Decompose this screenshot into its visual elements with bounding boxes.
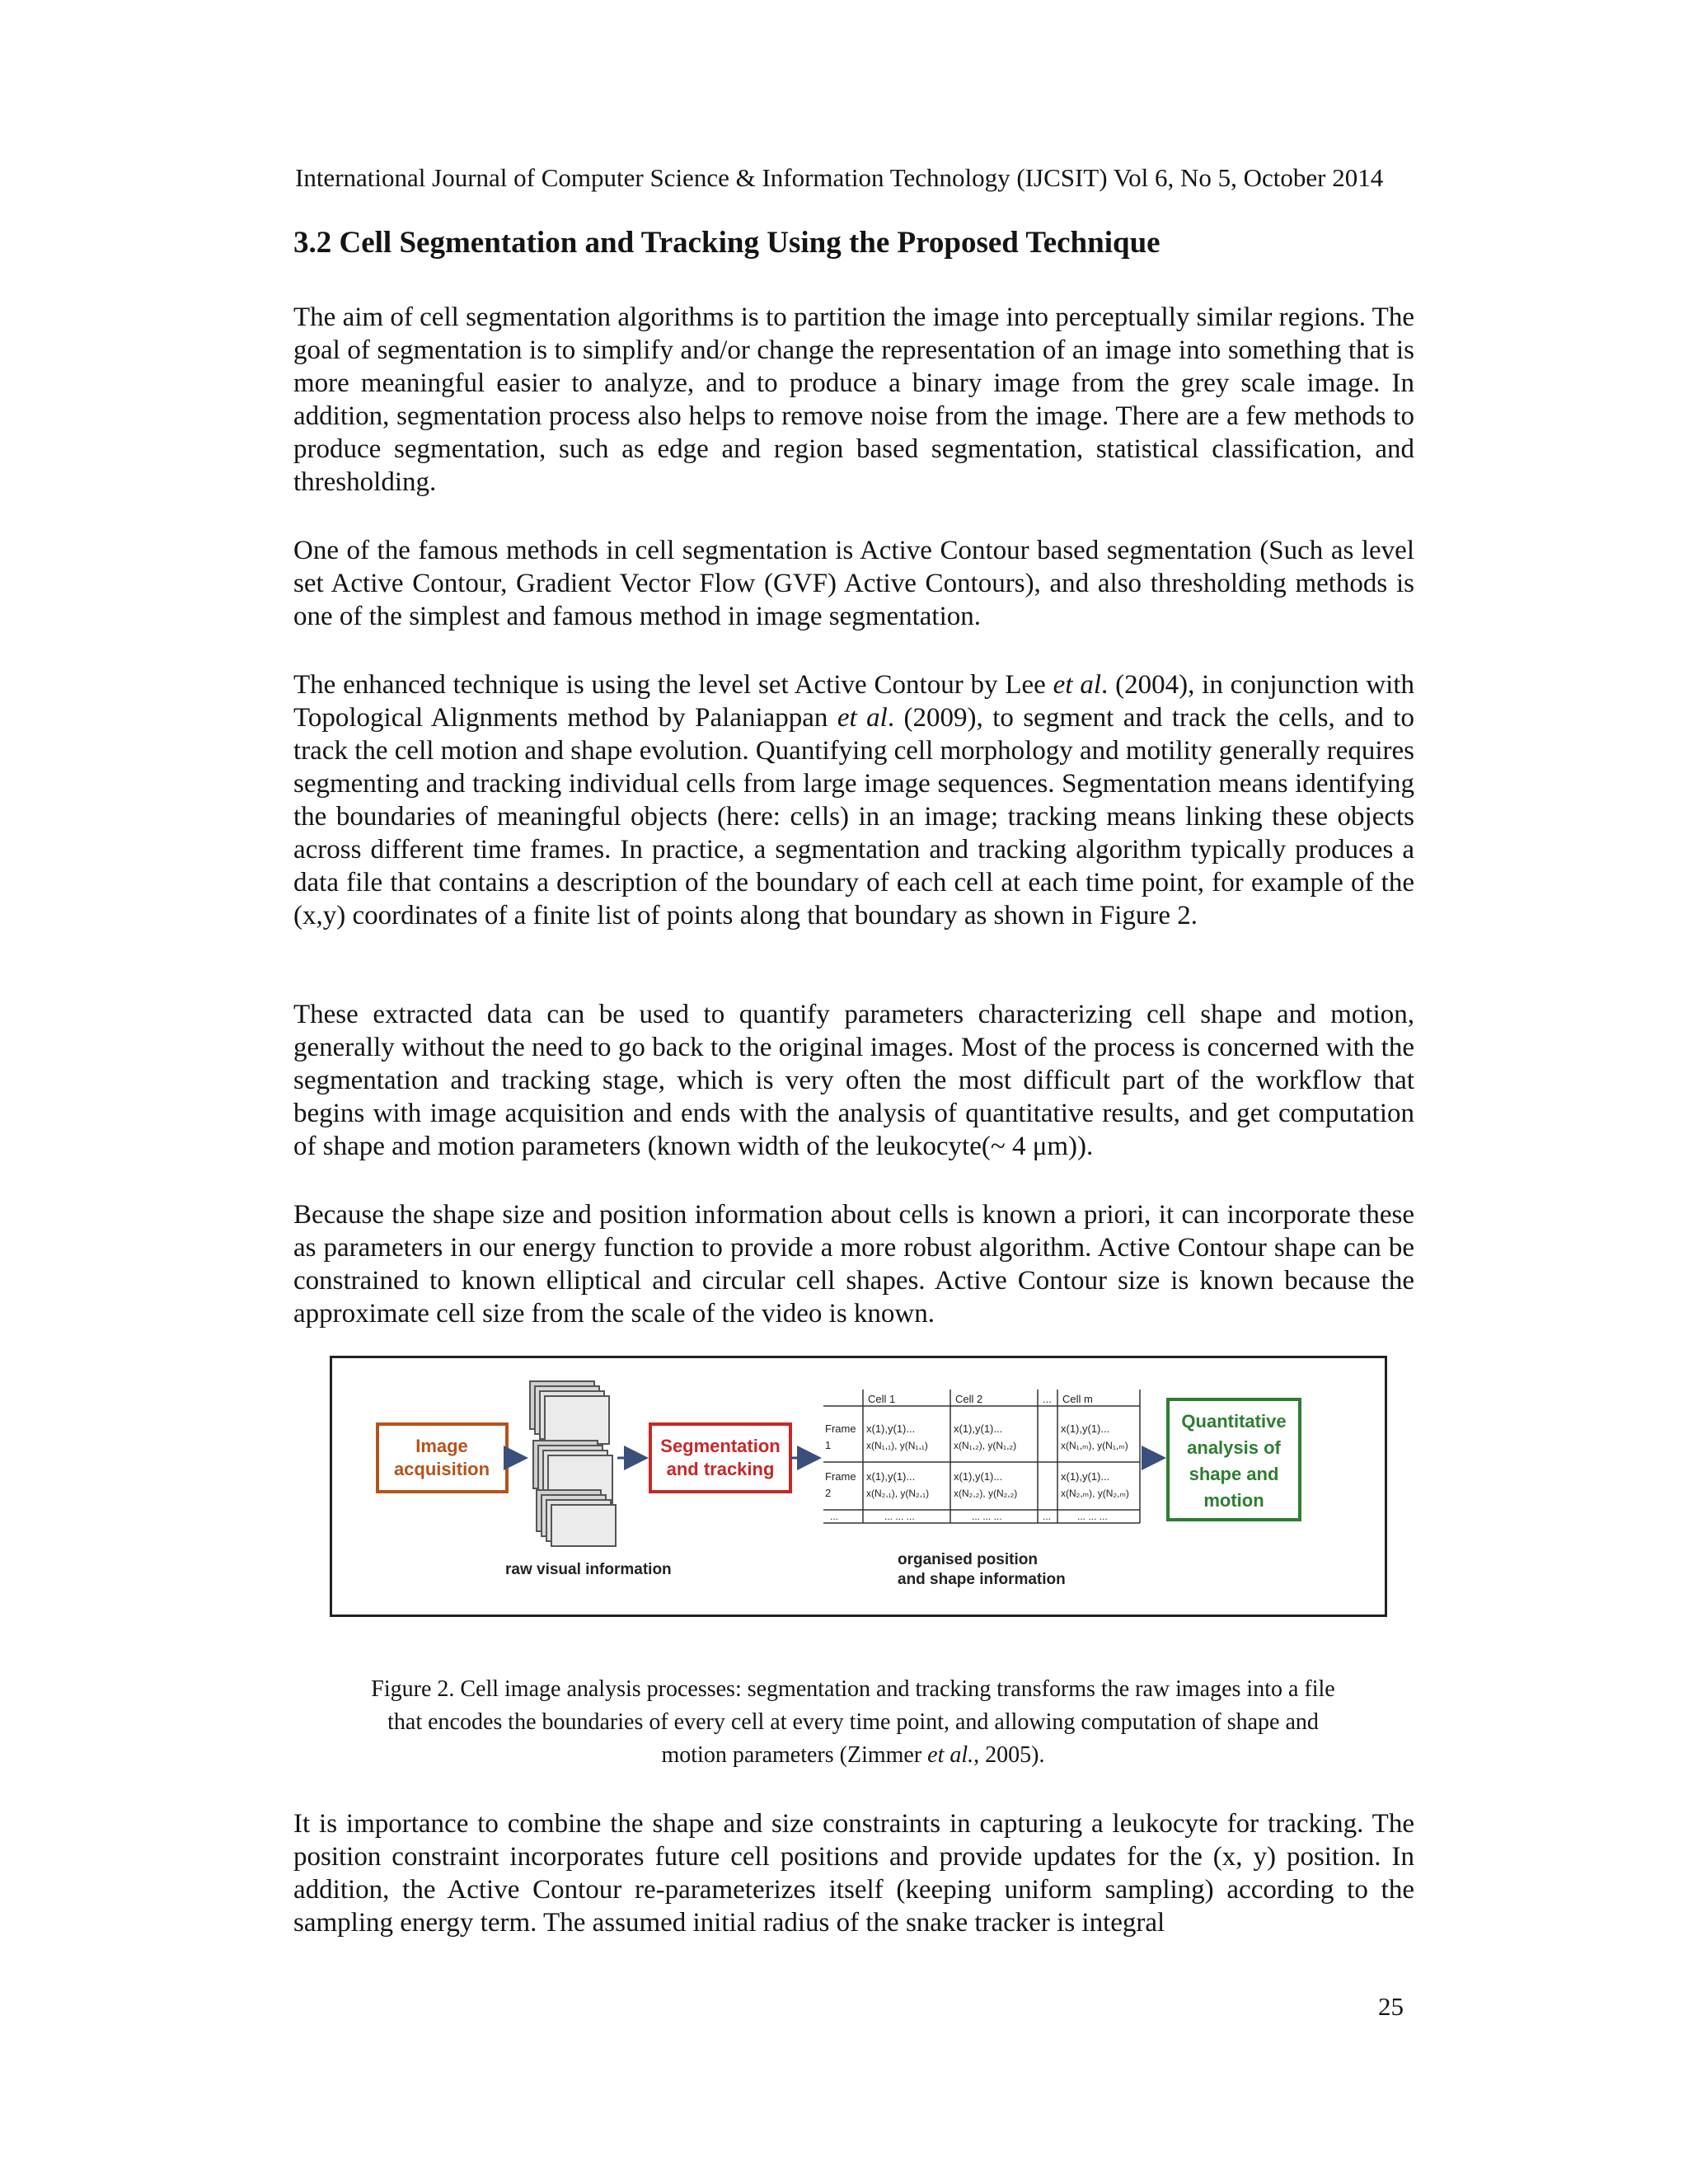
r1c2-line-2: x(N₁,₂), y(N₁,₂): [954, 1440, 1017, 1451]
caption-line-3-c: , 2005).: [973, 1742, 1045, 1768]
image-acquisition-label-2: acquisition: [393, 1459, 490, 1479]
caption-line-1: Figure 2. Cell image analysis processes: segmentation and tracking transforms the raw images into a file: [371, 1676, 1335, 1702]
raw-visual-information-label: raw visual information: [505, 1561, 672, 1578]
table-header-cell-1: Cell 1: [868, 1393, 896, 1405]
r2c2-line-2: x(N₂,₂), y(N₂,₂): [954, 1488, 1018, 1499]
image-acquisition-box: [377, 1424, 507, 1492]
paragraph-2: One of the famous methods in cell segmentation is Active Contour based segmentation (Such as level set Active Contour, Gradient Vector Flow (GVF) Active Contours), and also thresholding methods is one of the simplest and famous method in image segmentation.: [293, 536, 1414, 631]
running-header: International Journal of Computer Science & Information Technology (IJCSIT) Vol 6, No 5, October 2014: [295, 163, 1384, 192]
r2c4-line-2: x(N₂,ₘ), y(N₂,ₘ): [1061, 1488, 1129, 1499]
segmentation-tracking-box: [650, 1424, 790, 1492]
r1c1-line-1: x(1),y(1)...: [866, 1422, 916, 1435]
organised-information-label-1: organised position: [898, 1551, 1038, 1568]
r1c2-line-1: x(1),y(1)...: [954, 1422, 1003, 1435]
quantitative-label-3: shape and: [1189, 1464, 1279, 1484]
r1c4-line-2: x(N₁,ₘ), y(N₁,ₘ): [1061, 1440, 1128, 1451]
organised-information-label-2: and shape information: [898, 1571, 1066, 1588]
caption-line-3: [305, 1739, 1401, 1772]
paragraph-3-et-al-1: et al: [1053, 670, 1101, 700]
image-acquisition-label-1: Image: [415, 1436, 468, 1456]
caption-et-al: et al.: [927, 1742, 974, 1768]
paragraph-1: The aim of cell segmentation algorithms is to partition the image into perceptually similar regions. The goal of segmentation is to simplify and/or change the representation of an image into something that is more meaningful easier to analyze, and to produce a binary image from the grey scale image. In addition, segmentation process also helps to remove noise from the image. There are a few methods to produce segmentation, such as edge and region based segmentation, statistical classification, and thresholding.: [293, 302, 1414, 497]
row-3-c1: ... ... ...: [884, 1511, 915, 1522]
quantitative-label-1: Quantitative: [1181, 1411, 1287, 1432]
figure-caption: [305, 1673, 1401, 1772]
table-header-dots: ...: [1043, 1393, 1052, 1405]
page-number: 25: [1378, 1992, 1404, 2021]
row-2-label-b: 2: [825, 1487, 832, 1499]
paragraph-5: Because the shape size and position information about cells is known a priori, it can incorporate these as parameters in our energy function to provide a more robust algorithm. Active Contour shape can be constrained to known elliptical and circular cell shapes. Active Contour size is known because the approximate cell size from the scale of the video is known.: [293, 1200, 1414, 1329]
quantitative-label-2: analysis of: [1187, 1437, 1281, 1458]
row-3-dots: ...: [830, 1511, 839, 1522]
row-3-c2: ... ... ...: [972, 1511, 1002, 1522]
paragraph-3-text-c: . (2004), in conjunction with Topological Alignments method by Palaniappan: [293, 670, 1414, 733]
row-2-label-a: Frame: [825, 1470, 856, 1483]
raw-image-stack: [530, 1381, 616, 1546]
table-header-cell-2: Cell 2: [955, 1393, 983, 1405]
segmentation-label-1: Segmentation: [660, 1436, 781, 1456]
r2c1-line-2: x(N₂,₁), y(N₂,₁): [866, 1488, 930, 1499]
segmentation-label-2: and tracking: [666, 1459, 775, 1479]
table-header-cell-m: Cell m: [1062, 1393, 1093, 1405]
row-3-c3: ...: [1043, 1511, 1052, 1522]
paragraph-3-et-al-2: et al: [837, 703, 888, 733]
paragraph-3-text-a: The enhanced technique is using the level set Active Contour by Lee: [293, 670, 1053, 700]
r1c4-line-1: x(1),y(1)...: [1061, 1422, 1110, 1435]
caption-line-3-a: motion parameters (Zimmer: [661, 1742, 928, 1768]
position-table: [823, 1390, 1140, 1523]
row-1-label-a: Frame: [825, 1422, 856, 1435]
r2c4-line-1: x(1),y(1)...: [1061, 1470, 1110, 1483]
paragraph-3: [293, 668, 1414, 932]
caption-line-2: that encodes the boundaries of every cell at every time point, and allowing computation of shape and: [387, 1709, 1319, 1735]
r2c2-line-1: x(1),y(1)...: [954, 1470, 1003, 1483]
r2c1-line-1: x(1),y(1)...: [866, 1470, 916, 1483]
section-title: 3.2 Cell Segmentation and Tracking Using the Proposed Technique: [293, 226, 1160, 260]
quantitative-label-4: motion: [1203, 1490, 1264, 1511]
paragraph-3-text-e: . (2009), to segment and track the cells, and to track the cell motion and shape evolution. Quantifying cell morphology and motility generally requires segmenting and tracking individual cells from large image sequences. Segmentation means identifying the boundaries of meaningful objects (here: cells) in an image; tracking means linking these objects across different time frames. In practice, a segmentation and tracking algorithm typically produces a data file that contains a description of the boundary of each cell at each time point, for example of the (x,y) coordinates of a finite list of points along that boundary as shown in Figure 2.: [293, 703, 1415, 930]
paragraph-6: It is importance to combine the shape and size constraints in capturing a leukocyte for tracking. The position constraint incorporates future cell positions and provide updates for the (x, y) position. In addition, the Active Contour re-parameterizes itself (keeping uniform sampling) according to the sampling energy term. The assumed initial radius of the snake tracker is integral: [293, 1809, 1414, 1938]
figure-diagram: [332, 1358, 1385, 1615]
figure-2: [330, 1356, 1387, 1617]
paragraph-4: These extracted data can be used to quantify parameters characterizing cell shape and motion, generally without the need to go back to the original images. Most of the process is concerned with the segmentation and tracking stage, which is very often the most difficult part of the workflow that begins with image acquisition and ends with the analysis of quantitative results, and get computation of shape and motion parameters (known width of the leukocyte(~ 4 μm)).: [293, 1000, 1414, 1161]
r1c1-line-2: x(N₁,₁), y(N₁,₁): [866, 1440, 928, 1451]
row-3-c4: ... ... ...: [1077, 1511, 1108, 1522]
row-1-label-b: 1: [825, 1439, 832, 1451]
